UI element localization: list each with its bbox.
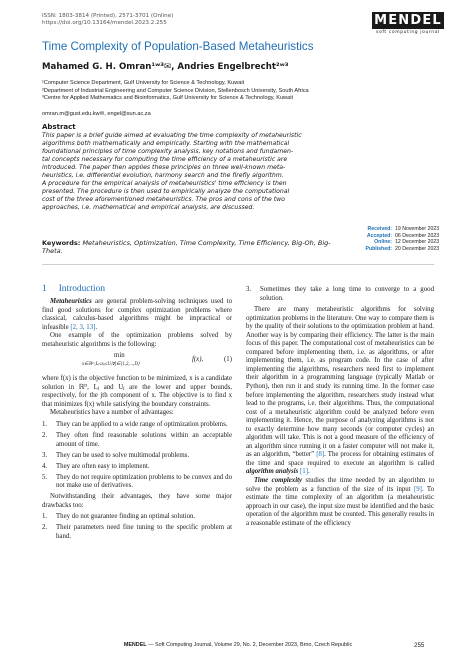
author-emails[interactable]: omran.m@gust.edu.kw✉, engel@sun.ac.za xyxy=(42,111,151,117)
list-item: 1. They can be applied to a wide range of optimization problems. xyxy=(42,421,228,429)
abstract-heading: Abstract xyxy=(42,123,76,131)
divider xyxy=(42,264,434,265)
list-item: 2. They often find reasonable solutions within an acceptable amount of time. xyxy=(42,432,232,448)
issn-header xyxy=(42,13,173,28)
list-item: 3. They can be used to solve multimodal problems. xyxy=(42,451,190,459)
paragraph: where f(x) is the objective function to be minimized, x is a candidate solution in ℝᴰ, Lⱼ and Uⱼ are the lower and upper bounds, respectively, for the jth component of x. The objective is to find x that minimizes f(x) while satisfying the boundary constraints. xyxy=(42,375,232,408)
affiliations xyxy=(42,80,309,103)
date-published: Published: 20 December 2023 xyxy=(365,245,440,252)
paragraph: Notwithstanding their advantages, they have some major drawbacks too: xyxy=(42,493,232,509)
affiliation-3: ³Centre for Applied Mathematics and Bioinformatics, Gulf University for Science & Technology, Kuwait xyxy=(42,95,294,101)
section-number: 1 xyxy=(42,284,47,294)
drawbacks-list xyxy=(42,513,232,541)
page-footer xyxy=(42,642,434,648)
footer-journal: MENDEL xyxy=(123,642,147,648)
citation-link[interactable]: [8] xyxy=(316,451,325,459)
date-online: Online: 12 December 2023 xyxy=(374,239,440,246)
abstract-line: foundational principles of time complexity analysis, key notations and fundamen- xyxy=(42,148,294,155)
paragraph: There are many metaheuristic algorithms for solving optimization problems in the literature. One way to compare them is by the quality of their solutions to the optimization problem at hand. Another way is by comparing their efficiency. The latter is the main focus of this paper. The computational cost of metaheuristics can be compared before implementing them, i.e. as algorithms, or after implementing them, i.e. as program code. In the case of after implementing the algorithms, researchers need first to implement their algorithm in a programming language (typically Matlab or Python), then run it and study its running time. In the former case before implementing the algorithm, researchers study instead what lead to the programs, i.e. their algorithms. Thus, the computational cost of a metaheuristic algorithm could be analyzed before even implementing it. Hence, the purpose of analyzing algorithms is not to exactly determine how many seconds (or computer cycles) an algorithm will take. This is not a good measure of the efficiency of an algorithm since running it on a faster computer will not make it, as an algorithm, “better” [8]. The process for obtaining estimates of the time and space required to execute an algorithm is called algorithm analysis [1]. xyxy=(246,306,434,476)
paragraph: One example of the optimization problems solved by metaheuristic algorithms is the following: xyxy=(42,332,232,348)
advantages-list xyxy=(42,421,232,491)
paragraph: Metaheuristics have a number of advantages: xyxy=(50,409,174,417)
paragraph: Time complexity studies the time needed by an algorithm to solve the problem as a function of the size of its input [9]. To estimate the time complexity of an algorithm (a metaheuristic approach in our case), the input size must be identified and the basic operation of the algorithm must be counted. This generally results in a reasonable estimate of the efficiency xyxy=(246,477,434,527)
date-received: Received: 19 November 2023 xyxy=(367,226,440,232)
issn-text: ISSN: 1803-3814 (Printed), 2571-3701 (Online) xyxy=(42,13,174,19)
affiliation-1: ¹Computer Science Department, Gulf University for Science & Technology, Kuwait xyxy=(42,80,245,86)
list-item: 5. They do not require optimization problems to be convex and do not make use of derivatives. xyxy=(42,473,232,490)
abstract-line: A procedure for the empirical analysis of metaheuristics' time efficiency is then xyxy=(42,180,287,187)
keywords xyxy=(42,239,348,256)
publication-dates xyxy=(352,226,439,252)
page-number: 255 xyxy=(414,642,425,649)
abstract-text xyxy=(42,132,348,212)
doi-link[interactable]: https://doi.org/10.13164/mendel.2023.2.255 xyxy=(42,20,167,27)
left-column xyxy=(42,298,232,544)
list-item: 1. They do not guarantee finding an optimal solution. xyxy=(42,513,196,521)
section-heading xyxy=(42,284,105,294)
abstract-line: tal concepts necessary for computing the time efficiency of a metaheuristic are xyxy=(42,156,288,163)
abstract-line: cost of the three aforementioned metaheuristics. The pros and cons of the two xyxy=(42,196,285,203)
list-item: 4. They are often easy to implement. xyxy=(42,462,150,470)
keywords-label: Keywords: xyxy=(42,239,81,247)
logo-word: MENDEL xyxy=(372,12,444,29)
abstract-line: introduced. The paper then applies these principles on three well-known meta- xyxy=(42,164,286,171)
right-column xyxy=(246,286,434,528)
affiliation-2: ²Department of Industrial Engineering and Computer Science Division, Stellenbosch University, South Africa xyxy=(42,87,309,94)
abstract-line: heuristics, i.e. differential evolution, harmony search and the firefly algorithm. xyxy=(42,172,284,179)
drawbacks-list-cont xyxy=(246,286,434,303)
logo-subtitle: soft computing journal xyxy=(376,30,440,35)
paper-title: Time Complexity of Population-Based Metaheuristics xyxy=(42,40,314,53)
abstract-line: presented. The procedure is then used to empirically analyze the computational xyxy=(42,188,290,195)
abstract-line: approaches, i.e. mathematical and empirical analysis, are discussed. xyxy=(42,204,255,211)
footer-text: — Soft Computing Journal, Volume 29, No. 2, December 2023, Brno, Czech Republic xyxy=(146,642,353,648)
paragraph: Metaheuristics are general problem-solving techniques used to find good solutions for complex optimization problems where classical, calculus-based algorithms might be impractical or infeasible [2, 3, 13]. xyxy=(42,298,232,331)
citation-link[interactable]: [1] xyxy=(300,468,308,476)
abstract-line: This paper is a brief guide aimed at evaluating the time complexity of metaheuristic xyxy=(42,132,302,139)
citation-link[interactable]: [9] xyxy=(413,485,422,493)
keywords-text: Metaheuristics, Optimization, Time Complexity, Time Efficiency, Big-Oh, Big-Theta. xyxy=(42,239,331,256)
abstract-line: algorithms both mathematically and empirically. Starting with the mathematical xyxy=(42,140,290,147)
list-item: 3. Sometimes they take a long time to converge to a good solution. xyxy=(246,286,434,302)
author-line: Mahamed G. H. Omran¹ʷ³✉, Andries Engelbrecht²ʷ³ xyxy=(42,62,289,72)
citation-link[interactable]: [2, 3, 13] xyxy=(70,323,96,331)
equation-1: min x∈ℝᴰ,Lⱼ≤xⱼ≤Uⱼ∀j∈{1,2,...,D} f(x), (1) xyxy=(82,352,232,368)
section-title: Introduction xyxy=(58,284,106,294)
list-item: 2. Their parameters need fine tuning to the specific problem at hand. xyxy=(42,524,232,541)
date-accepted: Accepted: 06 December 2023 xyxy=(366,232,440,239)
journal-logo xyxy=(372,12,444,38)
